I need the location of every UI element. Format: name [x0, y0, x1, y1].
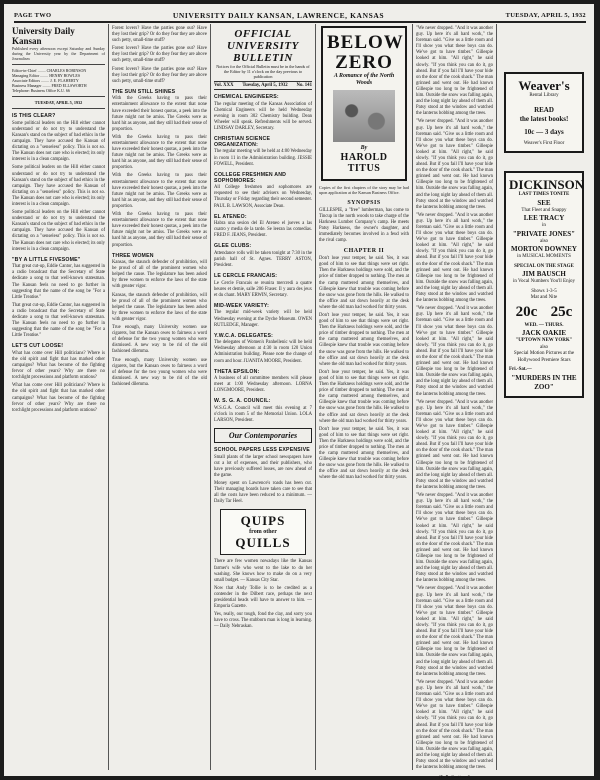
staff-line: Business Manager ........ FRED ELLSWORTH — [12, 83, 87, 88]
column-rule — [108, 24, 109, 770]
editorial-body: What has come over Hill politicians? Where is the old spirit and fight that has marked other campaigns? What has become of the fighting fervor of other years? Why are there no torchlight processions and platform orations? — [12, 350, 105, 381]
serial-author: HAROLD TITUS — [340, 152, 388, 174]
quip-body: There are few women nowadays like the Kansas farmer's wife who went to the lake to do her washing. She knows how to make do on a very small budget. — Kansas City Star. — [214, 559, 312, 583]
ad-line: the latest books! — [519, 114, 569, 123]
lead-paragraph: Forest lovers? Have the parties gone out? Have they lost their grip? Or do they fear they are above such petty, small-time stuff? — [112, 46, 207, 64]
ad-brand: Weaver's — [518, 78, 570, 93]
notice-heading: CHRISTIAN SCIENCE ORGANIZATION: — [214, 135, 271, 148]
notice-body: Le Cercle Francais se reunira mercredi a quatre heures et demie, salle 206 Fraser. Il y aura des jeux et du chant. MARY ERWIN, Secretary. — [214, 280, 312, 298]
film-title: "UPTOWN NEW YORK" — [515, 338, 573, 343]
column-rule — [412, 24, 413, 770]
article-headline: SCHOOL PAPERS LESS EXPENSIVE — [214, 447, 310, 454]
story-body: Don't lose your temper, he said. Yes, it was good of him to see that things were set right. Then the Harkness holdings were sold, and the price of timber dropped to nothing. The men at the camp muttered among themselves, and Gillespie knew that trouble was coming before the snow was gone from the hills. He walked to the office and sat down heavily at the desk where the old man had worked for thirty years. — [319, 426, 409, 481]
show-times: Shows 1-3-5 — [531, 288, 557, 294]
quip-body: Yes, really, our tough, fond the clay, and sorry you have to cross. The stubborn man is long in learning. — Daily Nebraskan. — [214, 612, 312, 630]
synopsis-body: GILLESPIE, a "free" lumberman, has come to Tincup in the north woods to take charge of the Harkness Lumber Company's camp. He meets Patsy Harkness, the owner's daughter, and immediately becomes involved in a feud with the rival camp. — [319, 207, 409, 244]
star-name: LEE TRACY — [523, 214, 565, 222]
column-rule — [210, 24, 211, 770]
serial-by: By — [360, 145, 368, 151]
editorial-headline: IS THIS CLEAR? — [12, 113, 56, 120]
notice-heading: LE CERCLE FRANCAIS: — [214, 273, 278, 280]
story-body: Don't lose your temper, he said. Yes, it was good of him to see that things were set right. Then the Harkness holdings were sold, and the price of timber dropped to nothing. The men at the camp muttered among themselves, and Gillespie knew that trouble was coming before the snow was gone from the hills. He walked to the office and sat down heavily at the desk where the old man had worked for thirty years. — [319, 256, 409, 310]
story-body: "We never dropped. "And it was another guy. Up here it's all hard work," the foreman said. "Give us a little room and I'll show you what these boys can do. We've got to have timber." Gillespie looked at him. "All right," he said slowly. "If you think you can do it, go ahead. But if you fail I'll have your hide on the door of the cook shack." The man grinned and went out. He had known Gillespie too long to be frightened of him. Outside the snow was falling again, and the long night lay ahead of them all. Patsy stood at the window and watched the lanterns bobbing among the trees. — [416, 399, 493, 490]
staff-line: Associate Editors ........ J. E. FLAHERTY — [12, 78, 79, 83]
advertisement-column — [500, 26, 588, 770]
column-rule — [315, 24, 316, 770]
editorial-body: Some political leaders on the Hill either cannot understand or do not try to understand the Kansan's stand on the subject of bad ethics in the campaign. They have accused the Kansan of dictating on a "senseless" policy. This is not so. The Kansan does not care who is elected; its only interest is in a clean campaign. — [12, 120, 105, 163]
ad-line: That Fleet and Snappy — [521, 207, 567, 213]
notice-heading: THETA EPSILON: — [214, 368, 260, 375]
volume-date: Tuesday, April 5, 1932 — [242, 83, 288, 88]
notice-heading: Y.W.C.A. DELEGATES: — [214, 332, 274, 339]
story-body: "We never dropped. "And it was another guy. Up here it's all hard work," the foreman said. "Give us a little room and I'll show you what these boys can do. We've got to have timber." Gillespie looked at him. "All right," he said slowly. "If you think you can do it, go ahead. But if you fail I'll have your hide on the door of the cook shack." The man grinned and went out. He had known Gillespie too long to be frightened of him. Outside the snow was falling again, and the long night lay ahead of them all. Patsy stood at the window and watched the lanterns bobbing among the trees. — [416, 212, 493, 304]
article-body: True enough, many University women use cigarets, but the Kansan owes to fairness a word of defense for the two young women who were dismissed. A new way to be rid of the old fashioned dilemma. — [112, 357, 207, 387]
article-body: Small plants of the larger school newspapers have cut a lot of expenses, and their publishers, who have previously suffered losses, are now ahead of the game. — [214, 454, 312, 478]
ad-price: 10c — 3 days — [524, 127, 564, 136]
story-body: "We never dropped. "And it was another guy. Up here it's all hard work," the foreman said. "Give us a little room and I'll show you what these boys can do. We've got to have timber." Gillespie looked at him. "All right," he said slowly. "If you think you can do it, go ahead. But if you fail I'll have your hide on the door of the cook shack." The man grinned and went out. He had known Gillespie too long to be frightened of him. Outside the snow was falling again, and the long night lay ahead of them all. Patsy stood at the window and watched the lanterns bobbing among the trees. — [416, 26, 493, 117]
price-matinee: 20c — [515, 303, 538, 320]
ad-read: READ — [534, 105, 554, 114]
article-headline: THREE WOMEN — [112, 252, 154, 259]
notice-heading: W. S. G. A. COUNCIL: — [214, 398, 271, 405]
story-body: "We never dropped. "And it was another guy. Up here it's all hard work," the foreman said. "Give us a little room and I'll show you what these boys can do. We've got to have timber." Gillespie looked at him. "All right," he said slowly. "If you think you can do it, go ahead. But if you fail I'll have your hide on the door of the cook shack." The man grinned and went out. He had known Gillespie too long to be frightened of him. Outside the snow was falling again, and the long night lay ahead of them all. Patsy stood at the window and watched the lanterns bobbing among the trees. — [416, 119, 493, 210]
issue-date: TUESDAY, APRIL 5, 1932 — [505, 11, 586, 19]
serial-column — [319, 26, 409, 770]
staff-line: Editor-in-Chief ........ CHARLES ROBINSON — [12, 68, 87, 73]
notice-heading: MID-WEEK VARIETY: — [214, 302, 270, 309]
fri-sat: Fri.-Sat.— — [509, 367, 532, 372]
volume-row — [214, 81, 312, 90]
serial-tagline: A Romance of the North Woods — [333, 73, 395, 86]
film-title: "PRIVATE JONES" — [512, 229, 576, 238]
star-name: JACK OAKIE — [521, 329, 567, 337]
notice-heading: COLLEGE FRESHMEN AND SOPHOMORES: — [214, 171, 287, 184]
editorial-body: That great cut-up, Eddie Cantor, has suggested in a radio broadcast that the Secretary of State dedicate a song to that well-known statesman. The Kansan feels no need to go further in suggesting that the name of the song be "For a Little Treatise." — [12, 302, 105, 339]
editorial-body: Some political leaders on the Hill either cannot understand or do not try to understand the Kansan's stand on the subject of bad ethics in the campaign. They have accused the Kansan of dictating on a "senseless" policy. This is not so. The Kansan does not care who is elected; its only interest is in a clean campaign. — [12, 210, 105, 252]
price-row — [509, 304, 579, 321]
divider — [12, 108, 105, 109]
bulletin-subtitle: Notices for the Official Bulletin must be in the hands of the Editor by 11 o'clock on the day previous to publication — [216, 64, 310, 79]
newspaper-page — [4, 4, 594, 780]
act-name: JIM BAUSCH — [522, 270, 566, 278]
also-label: also — [539, 238, 549, 244]
notice-list — [214, 94, 312, 424]
header-rule — [14, 21, 586, 23]
ad-line: in MUSICAL MOMENTS — [517, 254, 571, 259]
notice-body: Attendance rolls will be taken tonight at 7:30 in the parish hall of St. Agnes. TERRY ASTON, President. — [214, 250, 312, 269]
newspaper-title: UNIVERSITY DAILY KANSAN, LAWRENCE, KANSAS — [172, 10, 385, 20]
article-body: Kansas, the staunch defender of prohibition, will be proud of all of the prominent women who helped the cause. The legislature has been asked by three women to enforce the laws of the state with greater vigor. — [112, 260, 207, 290]
editorial-column-2 — [112, 26, 207, 770]
mat-nite: Mat and Nite — [530, 295, 558, 300]
serial-title-box — [321, 26, 407, 181]
staff-list — [12, 68, 105, 93]
article-body: Money spent on Lawrence's roads has been cut. Their managing boards have taken care to see that all the costs have been reduced to a minimum. — Daily Tar Heel. — [214, 481, 312, 505]
section-heading: Our Contemporaries — [214, 428, 312, 443]
lead-paragraph: Forest lovers? Have the parties gone out? Have they lost their grip? Or do they fear they are above such petty, small-time stuff? — [112, 26, 207, 44]
lead-paragraph: Forest lovers? Have the parties gone out? Have they lost their grip? Or do they fear they are above such petty, small-time stuff? — [112, 66, 207, 84]
divider — [12, 96, 105, 97]
see-label: SEE — [537, 198, 551, 207]
editorial-body: That great cut-up, Eddie Cantor, has suggested in a radio broadcast that the Secretary of State dedicate a song to that well-known statesman. The Kansan feels no need to go further in suggesting that the name of the song be "For a Little Treatise." — [12, 264, 105, 300]
notice-body: The delegates of Women's Panhellenic will be held Wednesday afternoon at 4:30 in room 120 Union Administration building. Please note the change of room and hour. JUANITA MOORE, President. — [214, 340, 312, 364]
quips-heading-box — [220, 509, 306, 555]
story-body: "We never dropped. "And it was another guy. Up here it's all hard work," the foreman said. "Give us a little room and I'll show you what these boys can do. We've got to have timber." Gillespie looked at him. "All right," he said slowly. "If you think you can do it, go ahead. But if you fail I'll have your hide on the door of the cook shack." The man grinned and went out. He had known Gillespie too long to be frightened of him. Outside the snow was falling again, and the long night lay ahead of them all. Patsy stood at the window and watched the lanterns bobbing among the trees. — [416, 493, 493, 584]
synopsis-heading: SYNOPSIS — [347, 199, 381, 206]
editorial-headline: LET'S CUT LOOSE! — [12, 343, 64, 350]
notice-body: Habra una sesion del El Ateneo el jueves a las cuatro y media de la tarde. Se leeran las comedias. FRED F. JEANS, President. — [214, 221, 312, 239]
notice-body: A business of all committee members will please meet at 1:00 Wednesday afternoon. LORNA LONGMOORE, President. — [214, 376, 312, 394]
weavers-ad — [504, 72, 584, 153]
theater-name: DICKINSON — [509, 177, 585, 192]
bulletin-title: OFFICIAL UNIVERSITY BULLETIN — [226, 28, 300, 64]
editorial-headline: "BY A LITTLE FIVESOME" — [12, 256, 81, 263]
wed-thurs: WED. — THURS. — [524, 322, 564, 328]
divider — [12, 64, 105, 65]
notice-body: The regular mid-week variety will be held Wednesday evening at the Dyche Museum. OWEN RUTLEDGE, Manager. — [214, 310, 312, 328]
article-body: With the Greeks having to pass their entertainment allowance to the extent that none have exceeded their honest quotas, a peek into the future might not be amiss. The Greeks were as hard hit as anyone, and they still had their sense of proportion. — [112, 173, 207, 209]
serial-title-line: ZERO — [335, 52, 393, 73]
notice-heading: CHEMICAL ENGINEERS: — [214, 94, 279, 100]
story-body: Don't lose your temper, he said. Yes, it was good of him to see that things were set right. Then the Harkness holdings were sold, and the price of timber dropped to nothing. The men at the camp muttered among themselves, and Gillespie knew that trouble was coming before the snow was gone from the hills. He walked to the office and sat down heavily at the desk where the old man had worked for thirty years. — [319, 369, 409, 424]
last-times: LAST TIMES TONITE — [518, 192, 570, 197]
page-header — [14, 9, 586, 21]
notice-body: The regular meeting of the Kansas Association of Chemical Engineers will be held Wednesday evening in room 302 Chemistry building. Dean Wheeler will speak. Refreshments will be served. LINDSAY DARLEY, Secretary. — [214, 101, 312, 131]
bulletin-column — [214, 26, 312, 770]
issue-number: No. 141 — [296, 83, 312, 88]
act-subtitle: in Vocal Numbers You'll Enjoy — [513, 279, 575, 284]
article-headline: THE SUN STILL SHINES — [112, 88, 176, 95]
special-pictures: Special Motion Pictures at the Hollywood Premiere Stars — [513, 351, 575, 363]
notice-body: The regular meeting will be held at 4:00 Wednesday in room 11 in the Administration building. JESSIE FOWELL, President. — [214, 149, 312, 167]
quills-word: QUILLS — [235, 535, 291, 551]
story-body: "We never dropped. "And it was another guy. Up here it's all hard work," the foreman said. "Give us a little room and I'll show you what these boys can do. We've got to have timber." Gillespie looked at him. "All right," he said slowly. "If you think you can do it, go ahead. But if you fail I'll have your hide on the door of the cook shack." The man grinned and went out. He had known Gillespie too long to be frightened of him. Outside the snow was falling again, and the long night lay ahead of them all. Patsy stood at the window and watched the lanterns bobbing among the trees. — [416, 679, 493, 771]
ad-floor: Weaver's First Floor — [523, 140, 565, 146]
article-body: With the Greeks having to pass their entertainment allowance to the extent that none have exceeded their honest quotas, a peek into the future might not be amiss. The Greeks were as hard hit as anyone, and they still had their sense of proportion. — [112, 212, 207, 248]
in-label: in — [542, 223, 546, 228]
masthead-subtitle: Published every afternoon except Saturday and Sunday during the University year by the Department of Journalism — [12, 46, 105, 61]
story-body: Don't lose your temper, he said. Yes, it was good of him to see that things were set right. Then the Harkness holdings were sold, and the price of timber dropped to nothing. The men at the camp muttered among themselves, and Gillespie knew that trouble was coming before the snow was gone from the hills. He walked to the office and sat down heavily at the desk where the old man had worked for thirty years. — [319, 313, 409, 367]
quips-from-other: from other — [249, 529, 277, 536]
dickinson-theater-ad — [504, 171, 584, 398]
story-body: "We never dropped. "And it was another guy. Up here it's all hard work," the foreman said. "Give us a little room and I'll show you what these boys can do. We've got to have timber." Gillespie looked at him. "All right," he said slowly. "If you think you can do it, go ahead. But if you fail I'll have your hide on the door of the cook shack." The man grinned and went out. He had known Gillespie too long to be frightened of him. Outside the snow was falling again, and the long night lay ahead of them all. Patsy stood at the window and watched the lanterns bobbing among the trees. — [416, 306, 493, 397]
serial-title-line: BELOW — [327, 32, 404, 53]
quip-body: Now that Andy Tollie is to be credited as a contender in the Dilbert race, perhaps the next presidential heads will have to answer to him. — Emporia Gazette. — [214, 585, 312, 610]
serial-illustration — [333, 90, 395, 142]
price-nite: 25c — [550, 303, 573, 320]
film-title: "MURDERS IN THE ZOO" — [511, 373, 577, 391]
editorial-body: Some political leaders on the Hill either cannot understand or do not try to understand the Kansan's stand on the subject of bad ethics in the campaign. They have accused the Kansan of dictating on a "senseless" policy. This is not so. The Kansan does not care who is elected; its only interest is in a clean campaign. — [12, 165, 105, 208]
article-body: True enough, many University women use cigarets, but the Kansan owes to fairness a word of defense for the two young women who were dismissed. A new way to be rid of the old fashioned dilemma. — [112, 325, 207, 355]
column-rule — [496, 24, 497, 770]
quips-word: QUIPS — [240, 513, 286, 529]
masthead: University Daily Kansan — [12, 26, 75, 46]
notice-heading: GLEE CLUBS: — [214, 243, 252, 250]
serial-continued-column — [416, 26, 493, 780]
story-body: "We never dropped. "And it was another guy. Up here it's all hard work," the foreman said. "Give us a little room and I'll show you what these boys can do. We've got to have timber." Gillespie looked at him. "All right," he said slowly. "If you think you can do it, go ahead. But if you fail I'll have your hide on the door of the cook shack." The man grinned and went out. He had known Gillespie too long to be frightened of him. Outside the snow was falling again, and the long night lay ahead of them all. Patsy stood at the window and watched the lanterns bobbing among the trees. — [416, 586, 493, 677]
chapter-heading: CHAPTER II — [343, 248, 385, 255]
article-body: With the Greeks having to pass their entertainment allowance to the extent that none have exceeded their honest quotas, a peek into the future might not be amiss. The Greeks were as hard hit as anyone, and they still had their sense of proportion. — [112, 134, 207, 171]
staff-line: Managing Editor ........ HENRY BOWLES — [12, 73, 81, 78]
editorial-body: What has come over Hill politicians? Where is the old spirit and fight that has marked other campaigns? What has become of the fighting fervor of other years? Why are there no torchlight processions and platform orations? — [12, 383, 105, 413]
editorial-column — [12, 26, 105, 770]
notice-body: W.S.G.A. Council will meet this evening at 7 o'clock in room 5 of the Memorial Union. LOLA LARSON, President. — [214, 405, 312, 424]
notice-heading: EL ATENEO: — [214, 213, 247, 220]
notice-body: All College freshmen and sophomores are requested to see their advisers on Wednesday, Thursday or Friday regarding their second semester. PAUL B. LAWSON, Associate Dean. — [214, 185, 312, 209]
ad-subtitle: Rental Library — [529, 93, 559, 98]
staff-line: Telephone: Business Office K.U. 66 — [12, 88, 70, 93]
serial-copyright: Copies of the first chapters of the story may be had upon application at the Kansan Business Office. — [319, 185, 409, 196]
page-number: PAGE TWO — [14, 11, 52, 19]
editorial-date: TUESDAY, APRIL 5, 1932 — [34, 100, 83, 105]
continued-note: (To Be Continued) — [438, 774, 471, 780]
article-body: With the Greeks having to pass their entertainment allowance to the extent that none have exceeded their honest quotas, a peek into the future might not be amiss. The Greeks were as hard hit as anyone, and they still had their sense of proportion. — [112, 96, 207, 132]
also-label: also — [539, 344, 549, 350]
special-label: SPECIAL ON THE STAGE — [514, 263, 574, 269]
volume-number: Vol. XXX — [214, 83, 234, 88]
star-name: MORTON DOWNEY — [511, 245, 577, 253]
article-body: Kansas, the staunch defender of prohibition, will be proud of all of the prominent women who helped the cause. The legislature has been asked by three women to enforce the laws of the state with greater vigor. — [112, 292, 207, 322]
